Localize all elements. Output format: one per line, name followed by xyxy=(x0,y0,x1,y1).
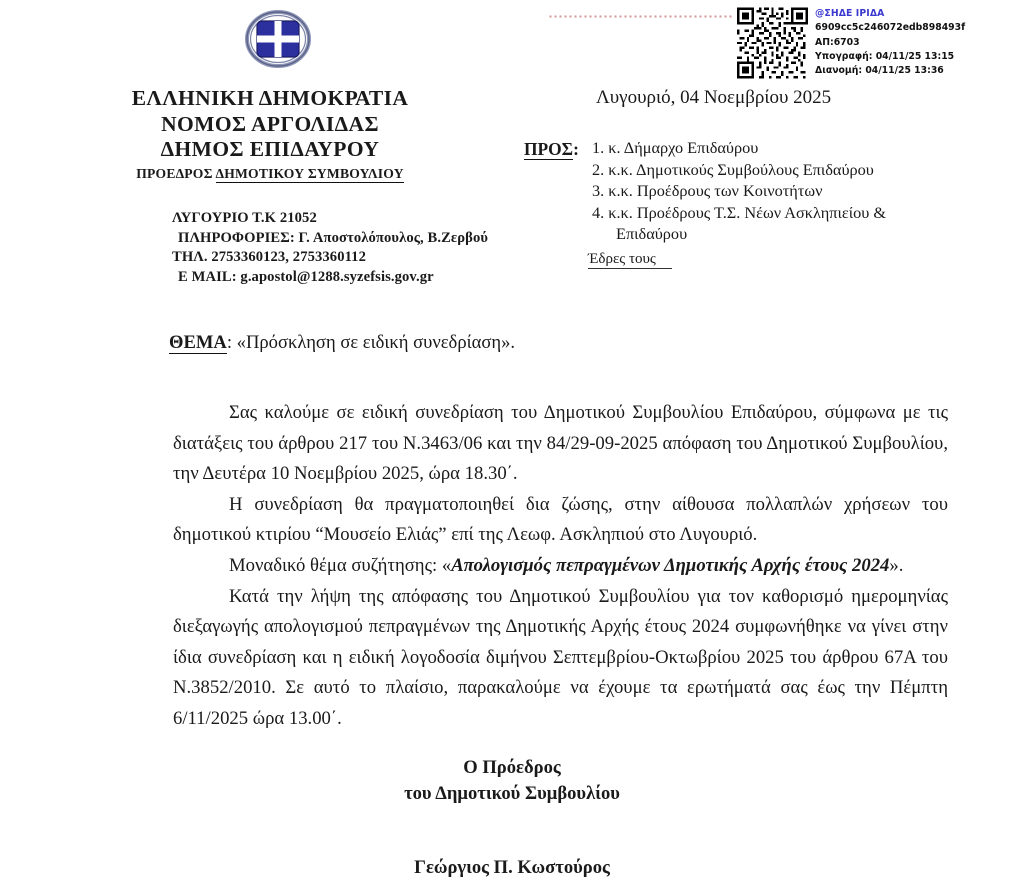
body-theme-prefix: Μοναδικό θέμα συζήτησης: « xyxy=(229,554,452,576)
subject-label: ΘΕΜΑ xyxy=(169,332,227,353)
recipients-label-separator: : xyxy=(573,139,579,159)
greek-coat-of-arms-emblem xyxy=(245,8,311,70)
list-item: 3. κ.κ. Προέδρους των Κοινοτήτων xyxy=(592,181,823,201)
letterhead-line-republic: ΕΛΛΗΝΙΚΗ ΔΗΜΟΚΡΑΤΙΑ xyxy=(131,86,409,110)
recipients-block xyxy=(524,137,886,245)
body-paragraph-2: Η συνεδρίαση θα πραγματοποιηθεί δια ζώσης, στην αίθουσα πολλαπλών χρήσεων του δημοτικού κτιρίου “Μουσείο Ελιάς” επί της Λεωφ. Ασκληπιού στο Λυγουριό. xyxy=(173,493,948,546)
irida-digital-stamp xyxy=(737,6,965,80)
recipients-label xyxy=(524,139,579,161)
stamp-distribution-timestamp: Διανομή: 04/11/25 13:36 xyxy=(815,65,944,77)
body-theme-suffix: ». xyxy=(889,554,904,576)
contact-email: E MAIL: g.apostol@1288.syzefsis.gov.gr xyxy=(178,268,434,285)
recipients-label-text: ΠΡΟΣ xyxy=(524,139,574,159)
body-paragraph-1: Σας καλούμε σε ειδική συνεδρίαση του Δημοτικού Συμβουλίου Επιδαύρου, σύμφωνα με τις διατάξεις του άρθρου 217 του Ν.3463/06 και την 84/29-09-2025 απόφαση του Δημοτικού Συμβουλίου, την Δευτέρα 10 Νοεμβρίου 2025, ώρα 18.30΄. xyxy=(173,402,948,485)
body-paragraph-4: Κατά την λήψη της απόφασης του Δημοτικού Συμβουλίου για τον καθορισμό ημερομηνίας διεξαγωγής απολογισμού πεπραγμένων της Δημοτικής Αρχής έτους 2024 συμφωνήθηκε να γίνει στην ίδια συνεδρίαση και η ειδική λογοδοσία διμήνου Σεπτεμβρίου-Οκτωβρίου 2025 του άρθρου 67Α του Ν.3852/2010. Σε αυτό το πλαίσιο, παρακαλούμε να έχουμε τα ερωτήματά σας έως την Πέμπτη 6/11/2025 ώρα 13.00΄. xyxy=(173,585,948,729)
list-item: 2. κ.κ. Δημοτικούς Συμβούλους Επιδαύρου xyxy=(592,159,874,179)
recipients-seats xyxy=(588,251,672,268)
contact-address: ΛΥΓΟΥΡΙΟ Τ.Κ 21052 xyxy=(172,210,317,226)
signature-title-line-2: του Δημοτικού Συμβουλίου xyxy=(404,783,620,804)
letterhead-line-prefecture: ΝΟΜΟΣ ΑΡΓΟΛΙΔΑΣ xyxy=(161,111,379,136)
contact-info: ΠΛΗΡΟΦΟΡΙΕΣ: Γ. Αποστολόπουλος, Β.Ζερβού xyxy=(178,229,489,246)
subject-text: : «Πρόσκληση σε ειδική συνεδρίαση». xyxy=(226,332,516,353)
stamp-system-label: @ΣΗΔΕ ΙΡΙΔΑ xyxy=(815,8,885,19)
body-theme-title: Απολογισμός πεπραγμένων Δημοτικής Αρχής έτους 2024 xyxy=(451,554,890,576)
stamp-text-block xyxy=(815,6,965,78)
list-item: 1. κ. Δήμαρχο Επιδαύρου xyxy=(592,138,759,157)
signature-block xyxy=(0,755,1024,881)
decorative-dotted-rule xyxy=(548,14,734,19)
qr-code-icon xyxy=(737,6,808,80)
signature-name: Γεώργιος Π. Κωστούρος xyxy=(414,857,610,878)
subject-line xyxy=(169,331,515,355)
dateline: Λυγουριό, 04 Νοεμβρίου 2025 xyxy=(596,87,832,108)
stamp-signature-timestamp: Υπογραφή: 04/11/25 13:15 xyxy=(815,50,955,62)
recipients-seats-text: Έδρες τους xyxy=(588,251,672,269)
stamp-protocol-number: ΑΠ:6703 xyxy=(815,36,860,48)
body-text xyxy=(173,398,948,735)
contact-phone: ΤΗΛ. 2753360123, 2753360112 xyxy=(172,249,366,266)
letterhead xyxy=(0,86,540,184)
body-paragraph-3 xyxy=(173,551,948,582)
signature-title-line-1: Ο Πρόεδρος xyxy=(463,757,561,778)
stamp-hash: 6909cc5c246072edb898493f xyxy=(815,22,966,34)
letterhead-line-municipality: ΔΗΜΟΣ ΕΠΙΔΑΥΡΟΥ xyxy=(160,137,380,161)
letterhead-office-underlined: ΔΗΜΟΤΙΚΟΥ ΣΥΜΒΟΥΛΙΟΥ xyxy=(215,165,404,181)
letterhead-line-office xyxy=(136,163,403,184)
list-item-continuation: Επιδαύρου xyxy=(616,224,688,244)
recipients-list xyxy=(592,137,886,245)
list-item: 4. κ.κ. Προέδρους Τ.Σ. Νέων Ασκληπιείου & xyxy=(592,202,887,222)
contact-block xyxy=(172,209,488,287)
letterhead-office-prefix: ΠΡΟΕΔΡΟΣ xyxy=(136,165,216,181)
